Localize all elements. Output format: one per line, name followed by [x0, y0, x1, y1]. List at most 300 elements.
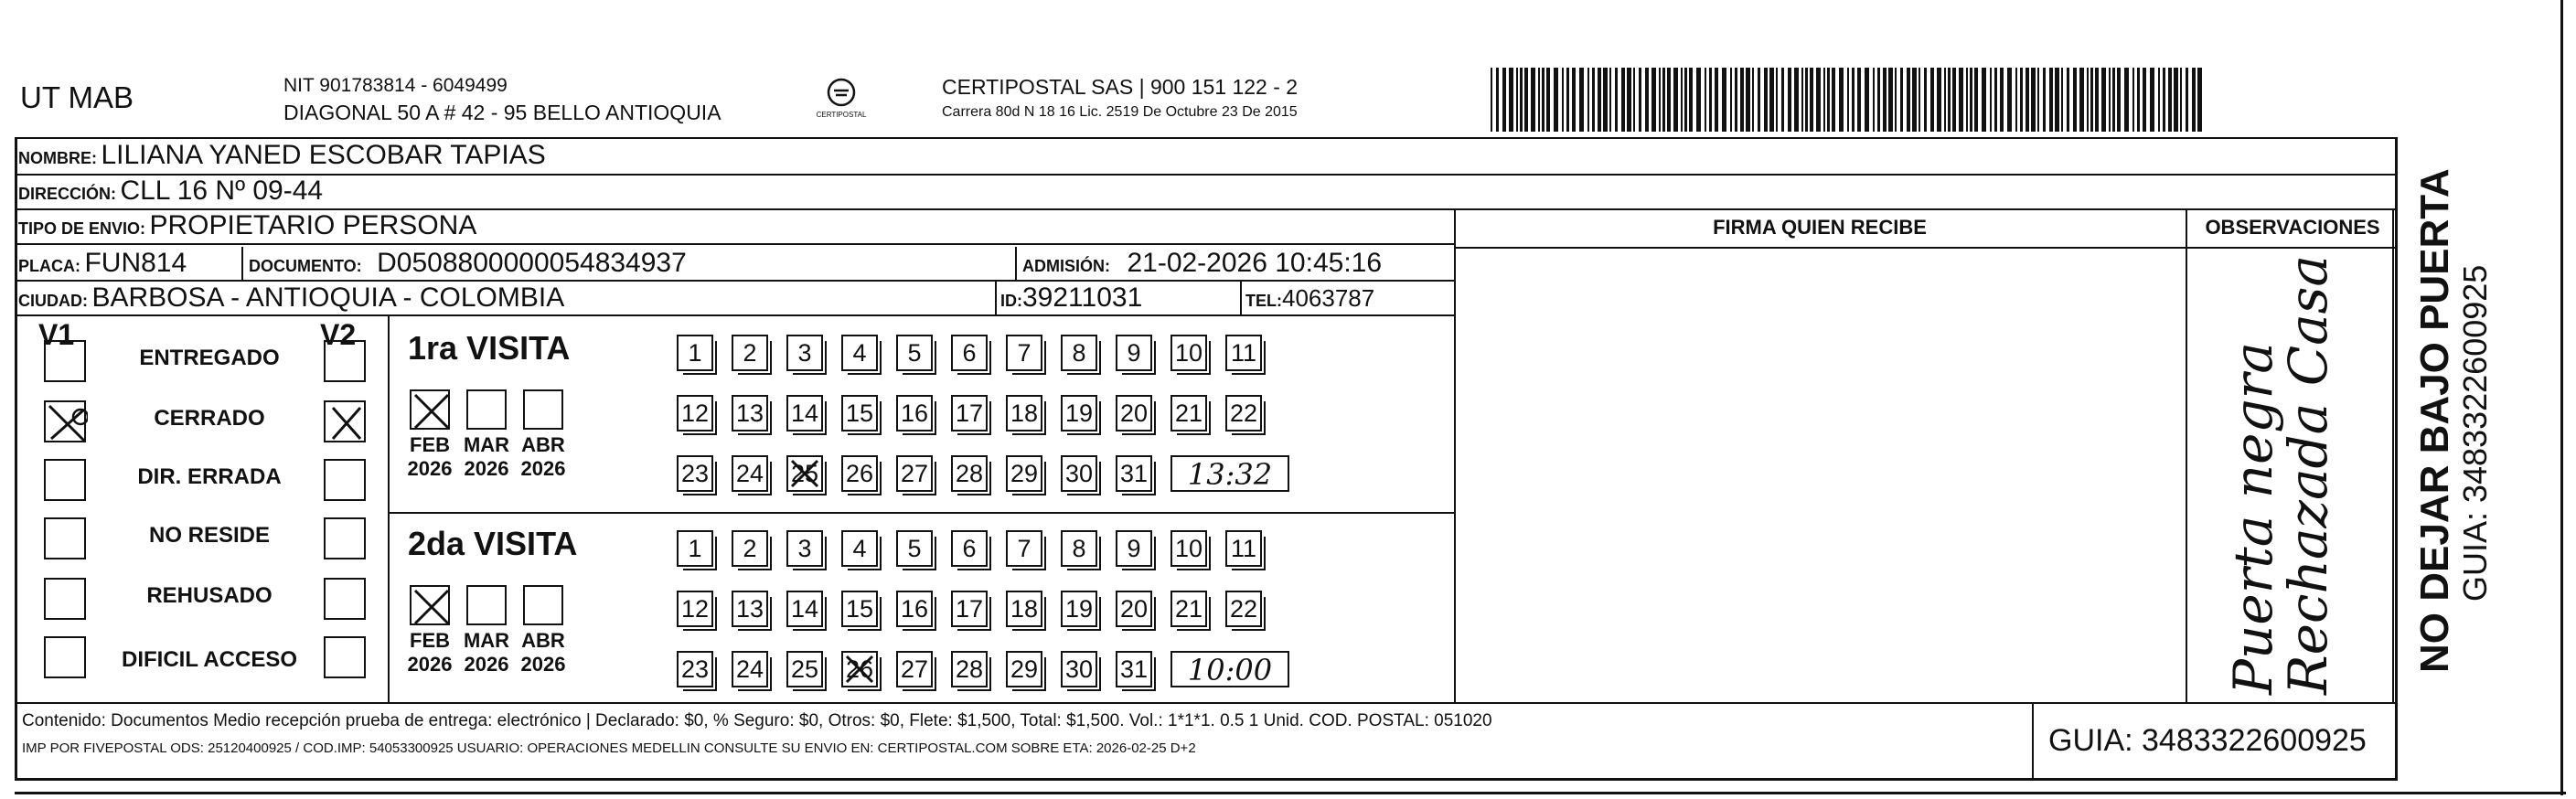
side-guia: GUIA: 3483322600925	[2456, 264, 2494, 602]
day-number: 4	[852, 535, 867, 562]
visit2-month-checkbox-0[interactable]	[410, 585, 450, 625]
v2-checkbox-3[interactable]	[324, 517, 366, 559]
barcode-bar	[1639, 68, 1641, 132]
visit2-day-27[interactable]	[896, 651, 933, 687]
visit2-time-field[interactable]: 10:00	[1170, 651, 1289, 687]
barcode-bar	[1852, 68, 1855, 132]
day-number: 13	[735, 595, 764, 623]
day-number: 3	[797, 339, 812, 367]
barcode-bar	[2073, 68, 2077, 132]
day-number: 24	[735, 655, 764, 683]
barcode-bar	[1730, 68, 1732, 132]
visit1-day-22[interactable]	[1225, 395, 1262, 431]
visit1-day-30[interactable]	[1061, 455, 1097, 492]
visit1-day-18[interactable]	[1006, 395, 1042, 431]
barcode-bar	[1801, 68, 1803, 132]
barcode-bar	[1491, 68, 1492, 132]
carrier-address: Carrera 80d N 18 16 Lic. 2519 De Octubre 23 De 2015	[942, 104, 1298, 120]
no-dejar-text: NO DEJAR BAJO PUERTA	[2412, 168, 2457, 673]
day-number: 13	[735, 400, 764, 427]
barcode-bar	[1970, 68, 1972, 132]
day-number: 17	[955, 595, 984, 623]
visit1-day-9[interactable]	[1116, 335, 1152, 371]
barcode-bar	[1776, 68, 1778, 132]
visit1-month-label-0	[402, 433, 457, 481]
visit1-day-8[interactable]	[1061, 335, 1097, 371]
visit1-day-13[interactable]	[732, 395, 768, 431]
v2-checkbox-2[interactable]	[324, 459, 366, 501]
visit1-day-19[interactable]	[1061, 395, 1097, 431]
barcode-bar	[2143, 68, 2146, 132]
visit1-day-26[interactable]	[841, 455, 878, 492]
visit1-month-checkbox-1[interactable]	[466, 389, 507, 430]
visit1-month-label-2	[516, 433, 571, 481]
barcode-bar	[1542, 68, 1545, 132]
admission-cell: ADMISIÓN: 21-02-2026 10:45:16	[1022, 248, 1383, 278]
v1-label: V1	[38, 318, 75, 351]
barcode-bar	[1948, 68, 1951, 132]
barcode-bar	[2020, 68, 2023, 132]
barcode-bar	[1966, 68, 1968, 132]
day-number: 9	[1127, 535, 1141, 562]
barcode-bar	[1531, 68, 1535, 132]
barcode-bar	[1794, 68, 1799, 132]
barcode-bar	[1681, 68, 1683, 132]
visit2-day-9[interactable]	[1116, 530, 1152, 567]
visit2-day-24[interactable]	[732, 651, 768, 687]
barcode-bar	[1587, 68, 1589, 132]
barcode-bar	[1524, 68, 1528, 132]
barcode-bar	[1684, 68, 1687, 132]
barcode-bar	[1566, 68, 1569, 132]
barcode-bar	[1924, 68, 1927, 132]
day-number: 5	[907, 535, 922, 562]
visit2-day-30[interactable]	[1061, 651, 1097, 687]
visit2-month-label-0	[402, 629, 457, 676]
plate: FUN814	[84, 248, 187, 278]
tel-cell: TEL:4063787	[1245, 284, 1375, 312]
barcode-bar	[1516, 68, 1518, 132]
barcode-bar	[1609, 68, 1611, 132]
v2-checkbox-1[interactable]	[324, 400, 366, 442]
barcode-bar	[1816, 68, 1821, 132]
barcode-bar	[1592, 68, 1595, 132]
barcode-bar	[1598, 68, 1601, 132]
visit2-day-4[interactable]	[841, 530, 878, 567]
visit1-day-20[interactable]	[1116, 395, 1152, 431]
visit2-day-25[interactable]	[786, 651, 823, 687]
day-number: 10	[1174, 339, 1203, 367]
barcode-bar	[2031, 68, 2036, 132]
month-year: 2026	[464, 457, 509, 480]
month-name: FEB	[410, 433, 450, 456]
barcode-bar	[1673, 68, 1678, 132]
barcode-bar	[1722, 68, 1726, 132]
barcode-bar	[1888, 68, 1893, 132]
barcode-bar	[1805, 68, 1808, 132]
visit2-day-5[interactable]	[896, 530, 933, 567]
day-number: 26	[845, 655, 874, 683]
visit2-day-21[interactable]	[1170, 591, 1207, 627]
barcode-bar	[1651, 68, 1656, 132]
day-number: 29	[1010, 460, 1039, 487]
visit1-day-12[interactable]	[677, 395, 713, 431]
visit2-day-1[interactable]	[677, 530, 713, 567]
v1-checkbox-2[interactable]	[44, 459, 86, 501]
day-number: 25	[790, 460, 819, 487]
day-number: 22	[1229, 400, 1258, 427]
barcode-bar	[1538, 68, 1540, 132]
barcode-bar	[1615, 68, 1618, 132]
barcode-bar	[2180, 68, 2182, 132]
barcode-bar	[2079, 68, 2084, 132]
visit1-day-25[interactable]	[786, 455, 823, 492]
barcode-bar	[1937, 68, 1941, 132]
visit2-day-8[interactable]	[1061, 530, 1097, 567]
day-number: 11	[1230, 535, 1257, 562]
day-number: 17	[955, 400, 984, 427]
city: BARBOSA - ANTIOQUIA - COLOMBIA	[91, 282, 565, 313]
day-number: 27	[900, 655, 929, 683]
visit2-day-19[interactable]	[1061, 591, 1097, 627]
day-number: 30	[1064, 460, 1094, 487]
barcode-bar	[2112, 68, 2115, 132]
day-number: 6	[962, 339, 977, 367]
visit1-day-27[interactable]	[896, 455, 933, 492]
day-number: 20	[1119, 400, 1149, 427]
visit2-day-17[interactable]	[951, 591, 988, 627]
barcode-bar	[1667, 68, 1671, 132]
visit2-day-31[interactable]	[1116, 651, 1152, 687]
address-row: DIRECCIÓN: CLL 16 Nº 09-44	[18, 176, 324, 206]
barcode-bar	[1520, 68, 1523, 132]
day-number: 22	[1229, 595, 1258, 623]
barcode-bar	[1769, 68, 1774, 132]
month-year: 2026	[464, 653, 509, 676]
barcode-bar	[1562, 68, 1564, 132]
day-number: 18	[1010, 595, 1039, 623]
v2-checkbox-0[interactable]	[324, 340, 366, 382]
visit2-day-20[interactable]	[1116, 591, 1152, 627]
barcode-bar	[2015, 68, 2017, 132]
v1-checkbox-3[interactable]	[44, 517, 86, 559]
company-name: UT MAB	[20, 80, 134, 114]
visit1-day-31[interactable]	[1116, 455, 1152, 492]
visit2-day-6[interactable]	[951, 530, 988, 567]
day-number: 19	[1064, 595, 1094, 623]
sender-address: DIAGONAL 50 A # 42 - 95 BELLO ANTIOQUIA	[283, 101, 721, 124]
visit2-month-checkbox-2[interactable]	[523, 585, 563, 625]
barcode-bar	[1715, 68, 1718, 132]
barcode-bar	[1603, 68, 1608, 132]
day-number: 8	[1072, 535, 1086, 562]
barcode-bar	[2000, 68, 2004, 132]
barcode-bar	[1877, 68, 1880, 132]
visit1-day-29[interactable]	[1006, 455, 1042, 492]
barcode-bar	[1746, 68, 1750, 132]
content-info: Contenido: Documentos Medio recepción prueba de entrega: electrónico | Declarado: $0, % Seguro: $0, Otros: $0, Flete: $1,500, Total: $1,500. Vol.: 1*1*1. 0.5 1 Unid. COD. POSTAL: 051020	[22, 711, 1492, 730]
visit2-day-29[interactable]	[1006, 651, 1042, 687]
visit1-day-21[interactable]	[1170, 395, 1207, 431]
observation-handwriting-2: Rechazada Casa	[2277, 255, 2339, 695]
barcode-bar	[2043, 68, 2046, 132]
check-mark-icon	[46, 402, 88, 444]
day-number: 28	[955, 460, 984, 487]
barcode-bar	[2101, 68, 2106, 132]
barcode-bar	[2124, 68, 2129, 132]
month-name: ABR	[521, 629, 565, 652]
month-name: MAR	[463, 629, 510, 652]
visit2-day-18[interactable]	[1006, 591, 1042, 627]
month-year: 2026	[520, 653, 566, 676]
day-number: 8	[1072, 339, 1086, 367]
v1-checkbox-5[interactable]	[44, 636, 86, 678]
barcode-bar	[2095, 68, 2099, 132]
day-number: 10	[1174, 535, 1203, 562]
visit1-day-15[interactable]	[841, 395, 878, 431]
barcode-bar	[2061, 68, 2063, 132]
day-number: 1	[688, 339, 702, 367]
visit2-day-13[interactable]	[732, 591, 768, 627]
visit2-day-10[interactable]	[1170, 530, 1207, 567]
barcode-bar	[1627, 68, 1631, 132]
barcode-bar	[2168, 68, 2172, 132]
visit2-day-22[interactable]	[1225, 591, 1262, 627]
visit1-day-24[interactable]	[732, 455, 768, 492]
nit: NIT 901783814 - 6049499	[283, 75, 508, 96]
day-number: 4	[852, 339, 867, 367]
id-number: 39211031	[1022, 282, 1143, 313]
status-label-4: REHUSADO	[146, 583, 273, 608]
barcode-bar	[2150, 68, 2154, 132]
barcode-bar	[1502, 68, 1506, 132]
admission: 21-02-2026 10:45:16	[1127, 248, 1383, 278]
city-cell: CIUDAD: BARBOSA - ANTIOQUIA - COLOMBIA	[18, 282, 565, 313]
v1-checkbox-1[interactable]	[44, 400, 86, 442]
visit2-day-12[interactable]	[677, 591, 713, 627]
barcode-bar	[2087, 68, 2089, 132]
visit2-day-7[interactable]	[1006, 530, 1042, 567]
visit2-day-26[interactable]	[841, 651, 878, 687]
barcode-bar	[1895, 68, 1897, 132]
visit1-month-checkbox-2[interactable]	[523, 389, 563, 430]
barcode	[1491, 68, 2222, 132]
visit2-day-3[interactable]	[786, 530, 823, 567]
imp-info: IMP POR FIVEPOSTAL ODS: 25120400925 / COD.IMP: 54053300925 USUARIO: OPERACIONES MEDELLIN CONSULTE SU ENVIO EN: CERTIPOSTAL.COM SOBRE ETA: 2026-02-25 D+2	[22, 740, 1196, 756]
visit2-day-15[interactable]	[841, 591, 878, 627]
day-number: 3	[797, 535, 812, 562]
month-name: FEB	[410, 629, 450, 652]
x-mark-icon	[412, 587, 452, 627]
v2-checkbox-4[interactable]	[324, 578, 366, 620]
visit1-day-10[interactable]	[1170, 335, 1207, 371]
v1-checkbox-0[interactable]	[44, 340, 86, 382]
barcode-bar	[2132, 68, 2134, 132]
barcode-bar	[1907, 68, 1910, 132]
tel: 4063787	[1282, 284, 1375, 312]
visit1-day-17[interactable]	[951, 395, 988, 431]
day-number: 21	[1174, 400, 1203, 427]
document: D0508800000054834937	[377, 248, 687, 278]
barcode-bar	[1959, 68, 1963, 132]
day-number: 30	[1064, 655, 1094, 683]
barcode-bar	[2049, 68, 2053, 132]
day-number: 16	[900, 400, 929, 427]
barcode-bar	[1883, 68, 1887, 132]
barcode-bar	[1764, 68, 1768, 132]
signature-label: FIRMA QUIEN RECIBE	[1713, 216, 1927, 239]
visit1-day-5[interactable]	[896, 335, 933, 371]
barcode-bar	[1696, 68, 1701, 132]
visit2-title: 2da VISITA	[408, 525, 578, 562]
barcode-bar	[1659, 68, 1661, 132]
day-number: 18	[1010, 400, 1039, 427]
barcode-bar	[1735, 68, 1737, 132]
barcode-bar	[1994, 68, 1997, 132]
visit1-day-28[interactable]	[951, 455, 988, 492]
barcode-bar	[2109, 68, 2111, 132]
barcode-bar	[1509, 68, 1513, 132]
barcode-bar	[2026, 68, 2029, 132]
day-number: 27	[900, 460, 929, 487]
observations-label: OBSERVACIONES	[2205, 216, 2380, 239]
visit1-day-7[interactable]	[1006, 335, 1042, 371]
x-mark-icon	[841, 651, 878, 687]
visit1-time-field[interactable]: 13:32	[1170, 455, 1289, 492]
day-number: 23	[680, 655, 710, 683]
visit1-day-23[interactable]	[677, 455, 713, 492]
v2-checkbox-5[interactable]	[324, 636, 366, 678]
barcode-bar	[1944, 68, 1946, 132]
visit2-day-16[interactable]	[896, 591, 933, 627]
day-number: 2	[743, 535, 757, 562]
barcode-bar	[1781, 68, 1784, 132]
day-number: 6	[962, 535, 977, 562]
barcode-bar	[1847, 68, 1849, 132]
barcode-bar	[2037, 68, 2039, 132]
visit1-day-16[interactable]	[896, 395, 933, 431]
barcode-bar	[1827, 68, 1830, 132]
visit1-day-3[interactable]	[786, 335, 823, 371]
barcode-bar	[1912, 68, 1917, 132]
visit2-month-checkbox-1[interactable]	[466, 585, 507, 625]
day-number: 16	[900, 595, 929, 623]
day-number: 12	[680, 595, 710, 623]
day-number: 11	[1230, 339, 1257, 367]
barcode-bar	[2067, 68, 2069, 132]
day-number: 28	[955, 655, 984, 683]
barcode-bar	[1900, 68, 1903, 132]
visit1-day-6[interactable]	[951, 335, 988, 371]
month-year: 2026	[407, 653, 453, 676]
barcode-bar	[1974, 68, 1978, 132]
day-number: 20	[1119, 595, 1149, 623]
barcode-bar	[1621, 68, 1625, 132]
plate-cell: PLACA: FUN814	[18, 248, 187, 278]
barcode-bar	[1788, 68, 1791, 132]
x-mark-icon	[412, 391, 452, 431]
barcode-bar	[2163, 68, 2165, 132]
carrier-name: CERTIPOSTAL SAS | 900 151 122 - 2	[942, 75, 1299, 99]
barcode-bar	[1579, 68, 1584, 132]
day-number: 23	[680, 460, 710, 487]
barcode-bar	[2055, 68, 2059, 132]
x-mark-icon	[326, 402, 368, 444]
month-name: MAR	[463, 433, 510, 456]
month-name: ABR	[521, 433, 565, 456]
visit2-month-label-2	[516, 629, 571, 676]
barcode-bar	[1496, 68, 1499, 132]
visit1-month-checkbox-0[interactable]	[410, 389, 450, 430]
barcode-bar	[1865, 68, 1869, 132]
barcode-bar	[1705, 68, 1706, 132]
barcode-bar	[1740, 68, 1744, 132]
day-number: 7	[1017, 535, 1031, 562]
guia-number: GUIA: 3483322600925	[2048, 723, 2367, 758]
day-number: 24	[735, 460, 764, 487]
barcode-bar	[2192, 68, 2196, 132]
barcode-bar	[2117, 68, 2121, 132]
barcode-bar	[1873, 68, 1875, 132]
month-year: 2026	[407, 457, 453, 480]
status-label-2: DIR. ERRADA	[137, 464, 282, 489]
visit2-day-23[interactable]	[677, 651, 713, 687]
barcode-bar	[2090, 68, 2093, 132]
visit1-day-11[interactable]	[1225, 335, 1262, 371]
day-number: 1	[688, 535, 702, 562]
x-mark-icon	[786, 455, 823, 492]
status-label-0: ENTREGADO	[139, 346, 280, 370]
type-row: TIPO DE ENVIO: PROPIETARIO PERSONA	[18, 210, 477, 240]
visit2-day-14[interactable]	[786, 591, 823, 627]
recipient-address: CLL 16 Nº 09-44	[120, 176, 324, 206]
day-number: 29	[1010, 655, 1039, 683]
v2-label: V2	[320, 318, 357, 351]
visit2-month-label-1	[459, 629, 514, 676]
visit2-day-11[interactable]	[1225, 530, 1262, 567]
barcode-bar	[2197, 68, 2202, 132]
month-year: 2026	[520, 457, 566, 480]
visit2-day-28[interactable]	[951, 651, 988, 687]
barcode-bar	[1930, 68, 1934, 132]
barcode-bar	[1546, 68, 1550, 132]
barcode-bar	[1689, 68, 1693, 132]
day-number: 2	[743, 339, 757, 367]
day-number: 15	[845, 595, 874, 623]
barcode-bar	[2174, 68, 2178, 132]
id-cell: ID:39211031	[1000, 282, 1143, 313]
barcode-bar	[2158, 68, 2160, 132]
barcode-bar	[1645, 68, 1649, 132]
status-label-5: DIFICIL ACCESO	[121, 647, 297, 672]
v1-checkbox-4[interactable]	[44, 578, 86, 620]
shipment-type: PROPIETARIO PERSONA	[149, 210, 477, 240]
visit1-day-14[interactable]	[786, 395, 823, 431]
day-number: 14	[790, 595, 819, 623]
day-number: 19	[1064, 400, 1094, 427]
barcode-bar	[2186, 68, 2188, 132]
visit1-day-2[interactable]	[732, 335, 768, 371]
status-label-1: CERRADO	[154, 406, 265, 431]
day-number: 5	[907, 339, 922, 367]
barcode-bar	[1919, 68, 1920, 132]
visit2-day-2[interactable]	[732, 530, 768, 567]
barcode-bar	[1758, 68, 1760, 132]
visit1-day-1[interactable]	[677, 335, 713, 371]
day-number: 31	[1119, 655, 1149, 683]
visit1-day-4[interactable]	[841, 335, 878, 371]
signature-area[interactable]	[1456, 249, 2184, 700]
